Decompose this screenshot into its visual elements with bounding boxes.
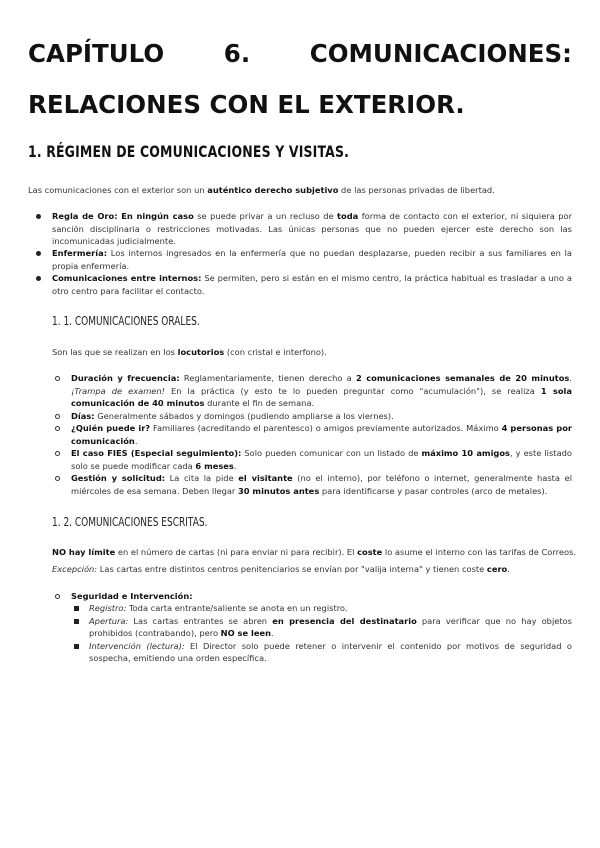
bullet-comunicaciones-internos (52, 272, 572, 297)
title-word-number: 6. (223, 39, 251, 68)
item-text: . (233, 460, 237, 471)
item-text: Solo pueden comunicar con un listado de (241, 448, 422, 458)
chapter-title-line-1 (28, 39, 572, 69)
security-intervencion (89, 640, 572, 665)
item-label: ¿Quién puede ir? (71, 423, 151, 433)
item-bold: 30 minutos antes (237, 485, 320, 496)
bullet-dot-icon (36, 251, 41, 256)
item-text: Familiares (acreditando el parentesco) o amigos previamente autorizados. Máximo (150, 423, 502, 433)
square-bullet-icon (74, 606, 79, 611)
item-text: para identificarse y pasar controles (arco de metales). (319, 485, 548, 496)
circle-bullet-icon (55, 594, 60, 599)
intro-text-end: de las personas privadas de libertad. (338, 185, 495, 195)
security-heading-item (71, 590, 572, 603)
item-dias (71, 410, 572, 423)
sub-italic: Intervención (lectura): (89, 640, 185, 651)
item-text: (no el interno), por teléfono o internet, generalmente hasta el miércoles de esa semana. Deben llegar (71, 473, 572, 496)
sub-text: Las cartas entrantes se abren (128, 615, 273, 626)
p-bold: coste (357, 547, 383, 557)
chapter-title-line-2: RELACIONES CON EL EXTERIOR. (28, 90, 465, 119)
p-text: lo asume el interno con las tarifas de Correos. (382, 547, 577, 557)
bullet-text: Los internos ingresados en la enfermería que no puedan desplazarse, pueden recibir a sus familiares en la propia enfermería. (52, 248, 572, 271)
item-bold: 2 comunicaciones semanales de 20 minutos (355, 373, 570, 383)
section-1-heading: 1. RÉGIMEN DE COMUNICACIONES Y VISITAS. (28, 142, 350, 161)
security-label: Seguridad e Intervención: (71, 591, 193, 601)
intro-bold: locutorios (177, 347, 225, 357)
oral-communications-list (71, 372, 572, 497)
security-list (71, 590, 572, 603)
written-p1 (52, 546, 582, 559)
sub-text: Toda carta entrante/saliente se anota en un registro. (126, 603, 348, 613)
item-caso-fies (71, 447, 572, 472)
item-text: durante el fin de semana. (204, 398, 315, 409)
bullet-text: se puede privar a un recluso de (193, 211, 338, 221)
intro-text: Las comunicaciones con el exterior son un (28, 185, 208, 195)
item-bold: 6 meses (195, 460, 234, 471)
item-quien-puede-ir (71, 422, 572, 447)
sub-bold: en presencia del destinatario (272, 615, 417, 626)
item-italic: ¡Trampa de examen! (71, 385, 165, 396)
circle-bullet-icon (55, 376, 60, 381)
bullet-text: forma de contacto con el exterior, ni siquiera por sanción disciplinaria o restricciones motivadas. Las únicas personas que no pueden ejercer este derecho son las incomunicadas judicialmente. (52, 211, 572, 247)
item-duracion-frecuencia (71, 372, 572, 410)
item-text: La cita la pide (165, 473, 239, 483)
item-gestion-solicitud (71, 472, 572, 497)
intro-text-end: (con cristal e interfono). (224, 347, 327, 357)
bullet-label: Regla de Oro: En ningún caso (52, 211, 194, 221)
sub-italic: Registro: (89, 603, 127, 613)
circle-bullet-icon (55, 476, 60, 481)
item-bold: 4 personas por comunicación (71, 423, 572, 446)
item-text: . (134, 435, 138, 446)
item-text: Generalmente sábados y domingos (pudiendo ampliarse a los viernes). (94, 410, 394, 421)
bullet-regla-de-oro (52, 210, 572, 247)
section-1-bullet-list (52, 210, 572, 297)
security-sub-list (89, 602, 572, 665)
sub-bold: NO se leen (220, 628, 272, 639)
circle-bullet-icon (55, 426, 60, 431)
p-text: . (507, 564, 510, 574)
item-text: En la práctica (y esto te lo pueden preguntar como "acumulación"), se realiza (164, 385, 541, 396)
p-text: en el número de cartas (ni para enviar ni para recibir). El (115, 547, 358, 557)
circle-bullet-icon (55, 414, 60, 419)
item-text: Reglamentariamente, tienen derecho a (179, 373, 356, 383)
p-bold: NO hay límite (52, 547, 116, 557)
circle-bullet-icon (55, 451, 60, 456)
square-bullet-icon (74, 644, 79, 649)
p-italic: Excepción: (52, 564, 98, 574)
sub-italic: Apertura: (89, 615, 129, 626)
square-bullet-icon (74, 619, 79, 624)
item-label: Gestión y solicitud: (71, 473, 166, 483)
bullet-text: Se permiten, pero si están en el mismo centro, la práctica habitual es trasladar a uno a otro centro para facilitar el contacto. (52, 273, 573, 296)
section-1-1-intro (52, 346, 572, 359)
security-registro (89, 602, 572, 615)
item-text: , y este listado solo se puede modificar cada (71, 448, 572, 471)
item-label: Duración y frecuencia: (71, 373, 180, 383)
item-text: . (569, 373, 572, 383)
item-bold: el visitante (238, 473, 293, 483)
sub-text: . (271, 628, 274, 639)
sub-text: para verificar que no hay objetos prohibidos (contrabando), pero (89, 615, 573, 639)
section-1-intro (28, 184, 572, 197)
p-text: Las cartas entre distintos centros penitenciarios se envían por "valija interna" y tienen coste (97, 564, 487, 574)
sub-text: El Director solo puede retener o intervenir el contenido por motivos de seguridad o sospecha, emitiendo una orden específica. (89, 640, 572, 664)
item-bold: 1 sola comunicación de 40 minutos (71, 385, 572, 409)
section-1-1-heading: 1. 1. COMUNICACIONES ORALES. (52, 313, 200, 328)
bullet-label: Comunicaciones entre internos: (52, 273, 202, 283)
written-p2 (52, 563, 572, 576)
bullet-dot-icon (36, 276, 41, 281)
title-word-communications: COMUNICACIONES: (309, 39, 572, 68)
item-label: Días: (71, 410, 95, 421)
section-1-2-heading: 1. 2. COMUNICACIONES ESCRITAS. (52, 514, 208, 529)
intro-text: Son las que se realizan en los (52, 347, 178, 357)
item-bold: máximo 10 amigos (421, 448, 510, 458)
title-word-chapter: CAPÍTULO (28, 39, 165, 68)
bullet-label: Enfermería: (52, 248, 108, 258)
security-apertura (89, 615, 572, 640)
item-label: El caso FIES (Especial seguimiento): (71, 448, 242, 458)
intro-bold: auténtico derecho subjetivo (207, 185, 339, 195)
p-bold: cero (486, 564, 508, 574)
bullet-bold: toda (337, 211, 359, 221)
bullet-enfermeria (52, 247, 572, 272)
bullet-dot-icon (36, 214, 41, 219)
